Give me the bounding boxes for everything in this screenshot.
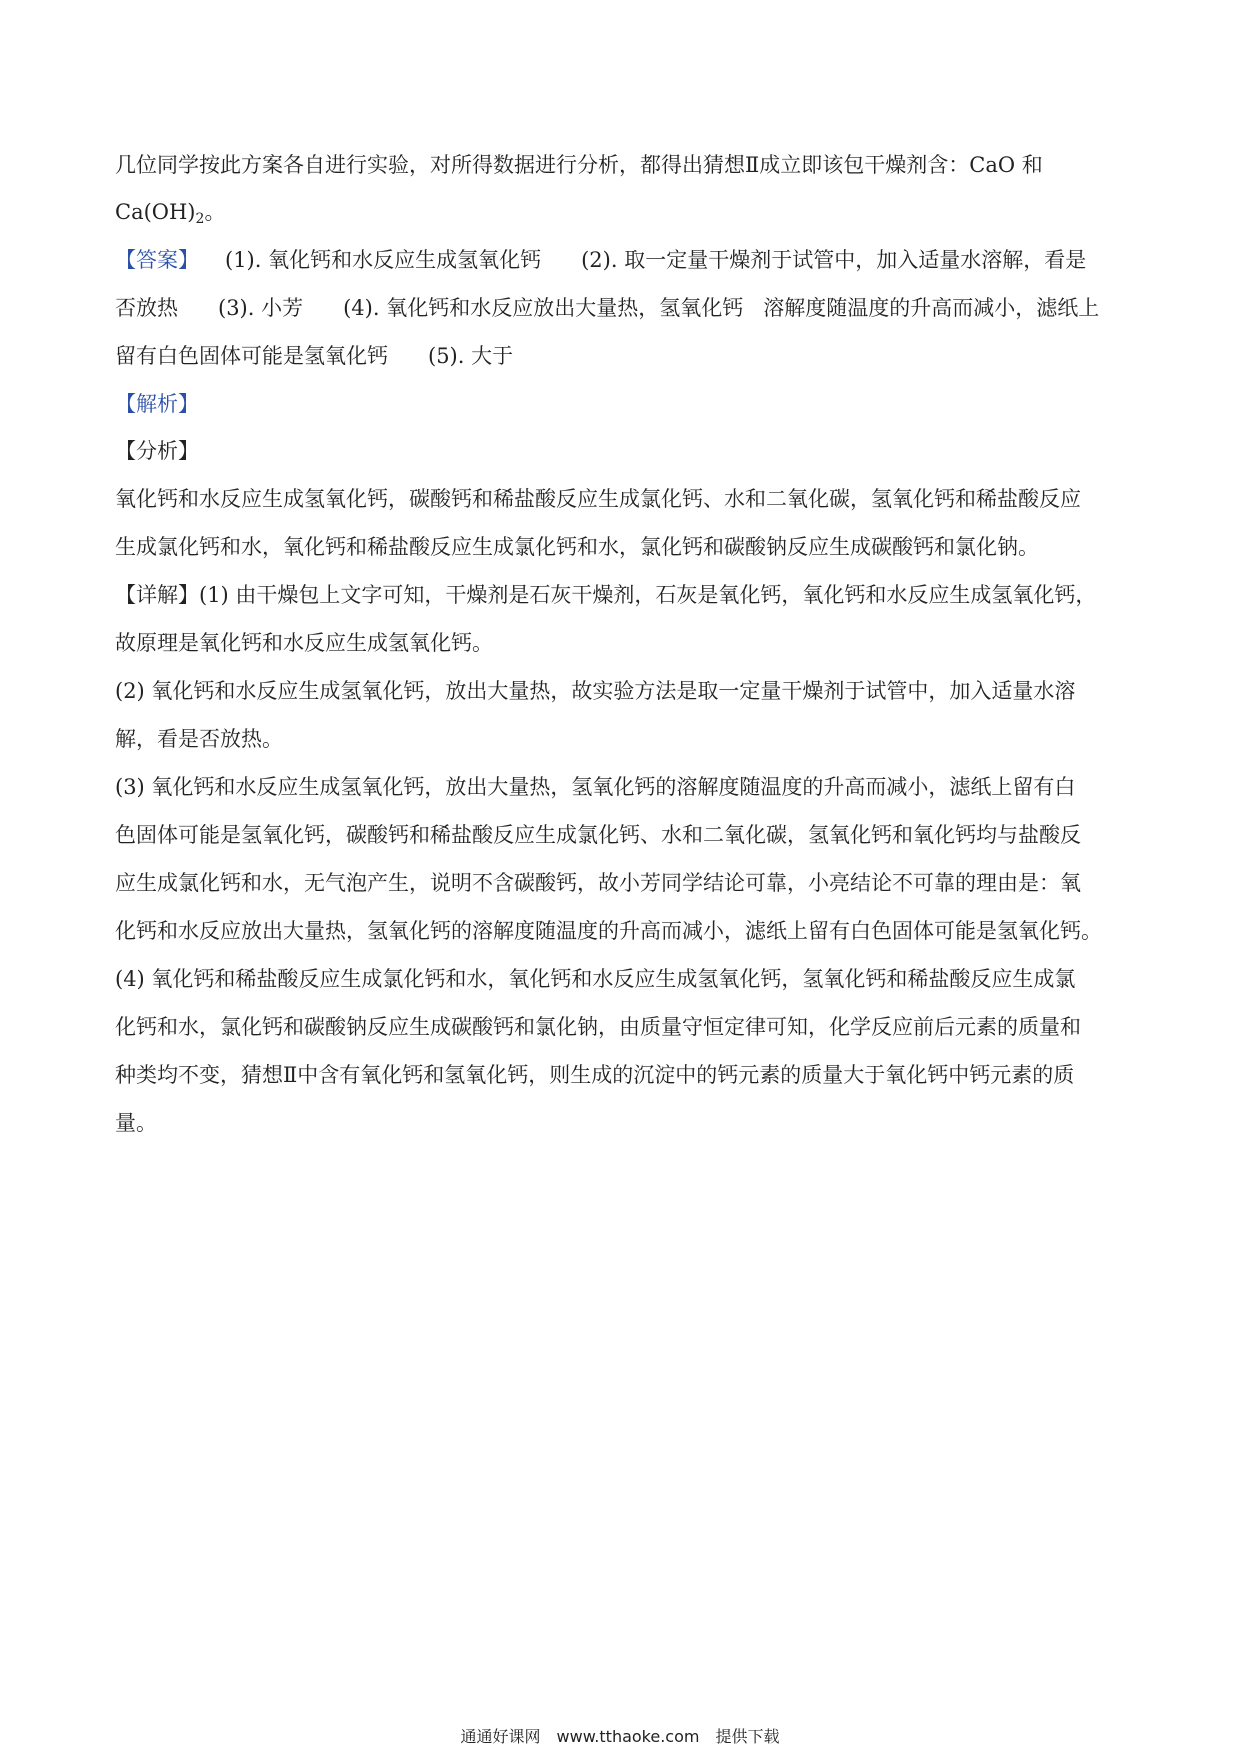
fenxi-line-1: 氧化钙和水反应生成氢氧化钙，碳酸钙和稀盐酸反应生成氯化钙、水和二氧化碳，氢氧化钙和稀盐酸反应 bbox=[115, 487, 1081, 511]
answer-part-4a: (4). 氧化钙和水反应放出大量热，氢氧化钙 bbox=[343, 296, 744, 320]
xiangjie-s1-line-1 bbox=[115, 580, 1096, 610]
answer-part-2b: 否放热 bbox=[115, 296, 178, 320]
xiangjie-s3-line-4: 化钙和水反应放出大量热，氢氧化钙的溶解度随温度的升高而减小，滤纸上留有白色固体可能是氢氧化钙。 bbox=[115, 919, 1102, 943]
xiangjie-tag: 【详解】 bbox=[115, 583, 199, 607]
xiangjie-s3-line-3: 应生成氯化钙和水，无气泡产生，说明不含碳酸钙，故小芳同学结论可靠，小亮结论不可靠的理由是：氧 bbox=[115, 871, 1081, 895]
answer-part-4b: 溶解度随温度的升高而减小，滤纸上 bbox=[763, 296, 1100, 320]
answer-part-5: (5). 大于 bbox=[428, 344, 514, 368]
answer-part-4c: 留有白色固体可能是氢氧化钙 bbox=[115, 344, 388, 368]
xiangjie-s2-line-1: (2) 氧化钙和水反应生成氢氧化钙，放出大量热，故实验方法是取一定量干燥剂于试管中，加入适量水溶 bbox=[115, 679, 1076, 703]
xiangjie-s4-line-2: 化钙和水，氯化钙和碳酸钠反应生成碳酸钙和氯化钠，由质量守恒定律可知，化学反应前后元素的质量和 bbox=[115, 1015, 1081, 1039]
fenxi-line-2: 生成氯化钙和水，氧化钙和稀盐酸反应生成氯化钙和水，氯化钙和碳酸钠反应生成碳酸钙和氯化钠。 bbox=[115, 535, 1039, 559]
answer-tag: 【答案】 bbox=[115, 248, 199, 272]
xiangjie-s3-line-2: 色固体可能是氢氧化钙，碳酸钙和稀盐酸反应生成氯化钙、水和二氧化碳，氢氧化钙和氧化钙均与盐酸反 bbox=[115, 823, 1081, 847]
page-footer: 通通好课网 www.tthaoke.com 提供下载 bbox=[460, 1727, 780, 1746]
answer-line-3 bbox=[115, 341, 513, 371]
xiangjie-s2-line-2: 解，看是否放热。 bbox=[115, 727, 283, 751]
formula-caoh: Ca(OH) bbox=[115, 200, 196, 224]
xiangjie-s3-line-1: (3) 氧化钙和水反应生成氢氧化钙，放出大量热，氢氧化钙的溶解度随温度的升高而减小，滤纸上留有白 bbox=[115, 775, 1076, 799]
xiangjie-s1-text: (1) 由干燥包上文字可知，干燥剂是石灰干燥剂，石灰是氧化钙，氧化钙和水反应生成氢氧化钙， bbox=[199, 583, 1097, 607]
answer-part-3: (3). 小芳 bbox=[218, 296, 304, 320]
intro-line-2 bbox=[115, 197, 225, 234]
answer-line-1 bbox=[115, 245, 1086, 275]
answer-part-2a: (2). 取一定量干燥剂于试管中，加入适量水溶解，看是 bbox=[581, 248, 1087, 272]
xiangjie-s4-line-4: 量。 bbox=[115, 1111, 157, 1135]
xiangjie-s4-line-1: (4) 氧化钙和稀盐酸反应生成氯化钙和水，氧化钙和水反应生成氢氧化钙，氢氧化钙和稀盐酸反应生成氯 bbox=[115, 967, 1076, 991]
formula-subscript: 2 bbox=[195, 211, 205, 227]
intro-line-1: 几位同学按此方案各自进行实验，对所得数据进行分析，都得出猜想Ⅱ成立即该包干燥剂含：CaO 和 bbox=[115, 153, 1043, 177]
xiangjie-s1-line-2: 故原理是氧化钙和水反应生成氢氧化钙。 bbox=[115, 631, 493, 655]
answer-line-2 bbox=[115, 293, 1099, 323]
intro-line-2-end: 。 bbox=[204, 200, 226, 224]
fenxi-tag: 【分析】 bbox=[115, 439, 199, 463]
analysis-tag: 【解析】 bbox=[115, 392, 199, 416]
xiangjie-s4-line-3: 种类均不变，猜想Ⅱ中含有氧化钙和氢氧化钙，则生成的沉淀中的钙元素的质量大于氧化钙中钙元素的质 bbox=[115, 1063, 1075, 1087]
answer-part-1: (1). 氧化钙和水反应生成氢氧化钙 bbox=[225, 248, 542, 272]
